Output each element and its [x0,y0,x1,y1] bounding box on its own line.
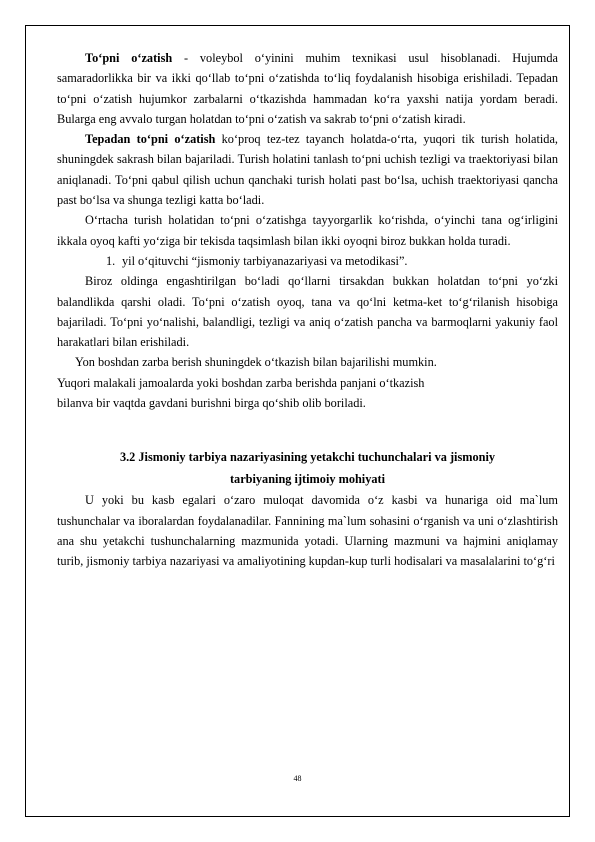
term-overhead-pass: Tepadan to‘pni o‘zatish [85,132,216,147]
section-heading-line1: 3.2 Jismoniy tarbiya nazariyasining yetakchi tuchunchalari va jismoniy [119,450,496,465]
paragraph-side-strike-line3: bilanva bir vaqtda gavdani burishni birga qo‘shib olib boriladi. [57,396,366,411]
paragraph-overhead-pass [57,129,558,210]
paragraph-text: - voleybol o‘yinini muhim texnikasi usul hisoblanadi. Hujumda samaradorlikka bir va ikki qo‘llab to‘pni o‘zatishda to‘liq foydalanish hisobiga erishiladi. Tepadan to‘pni o‘zatish hujumkor zarbalarni o‘tkazishda hammadan ko‘ra yaxshi natija yordam beradi. Bularga eng avvalo turgan holatdan to‘pni o‘zatish va sakrab to‘pni o‘zatish kiradi. [57,51,558,126]
document-body [57,48,558,572]
spacer [57,413,558,446]
paragraph-concepts: U yoki bu kasb egalari o‘zaro muloqat davomida o‘z kasbi va hunariga oid ma`lum tushunchalar va iboralardan foydalanadilar. Fannining ma`lum sohasini o‘rganish va uni o‘zlashtirish ana shu yetakchi tushunchalarning mazmunida yotadi. Ularning mazmuni va hajmini aniqlamay turib, jismoniy tarbiya nazariyasi va amaliyotining kupdan-kup turli hodisalari va masalalarini to‘g‘ri [57,493,558,569]
paragraph-medium-stance: O‘rtacha turish holatidan to‘pni o‘zatishga tayyorgarlik ko‘rishda, o‘yinchi tana og‘irligini ikkala oyoq kafti yo‘ziga bir tekisda taqsimlash bilan ikki oyoqni biroz bukkan holda turadi. [57,213,558,248]
list-number: 1. [106,253,116,268]
paragraph-ball-passing [57,48,558,129]
paragraph-side-strike-line2: Yuqori malakali jamoalarda yoki boshdan zarba berishda panjani o‘tkazish [57,375,425,390]
paragraph-side-strike-line1: Yon boshdan zarba berish shuningdek o‘tkazish bilan bajarilishi mumkin. [75,355,437,370]
term-ball-passing: To‘pni o‘zatish [85,51,173,65]
page-number: 48 [293,774,302,783]
paragraph-elbow-bend: Biroz oldinga engashtirilgan bo‘ladi qo‘llarni tirsakdan bukkan holatdan to‘pni yo‘zki balandlikda qarshi oladi. To‘pni o‘zatish oyoq, tana va qo‘lni ketma-ket to‘g‘rilanish hisobiga bajariladi. To‘pni yo‘nalishi, balandligi, tezligi va aniq o‘zatish pancha va barmoqlarni yakuniy faol harakatlari bilan erishiladi. [57,274,558,350]
section-heading-line2: tarbiyaning ijtimoiy mohiyati [229,472,386,487]
list-text: yil o‘qituvchi “jismoniy tarbiyanazariyasi va metodikasi”. [122,253,408,268]
paragraph-text: ko‘proq tez-tez tayanch holatda-o‘rta, yuqori tik turish holatida, shuningdek sakrash bilan bajariladi. Turish holatini tanlash to‘pni uchish tezligi va traektoriyasi bilan aniqlanadi. To‘pni qabul qilish uchun qanchaki turish holati past bo‘lsa, uchish traektoriyasi qancha past bo‘lsa va shunga tezligi katta bo‘ladi. [57,132,558,208]
footnote-list-item [57,251,558,271]
